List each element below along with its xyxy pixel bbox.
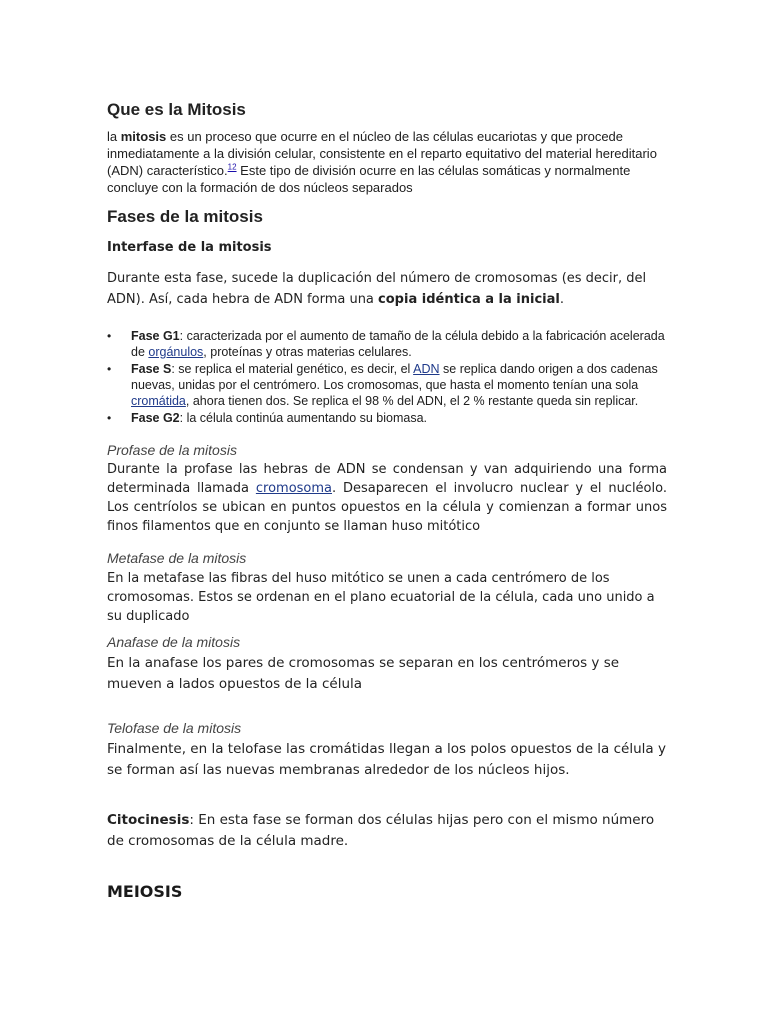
profase-heading: Profase de la mitosis — [107, 442, 237, 458]
interfase-bold: copia idéntica a la inicial — [378, 292, 560, 307]
phase-label: Fase S — [131, 362, 172, 376]
interfase-heading: Interfase de la mitosis — [107, 240, 272, 255]
organulos-link[interactable]: orgánulos — [148, 345, 204, 359]
profase-paragraph — [107, 460, 667, 536]
anafase-heading: Anafase de la mitosis — [107, 634, 241, 650]
citocinesis-paragraph — [107, 810, 667, 852]
interfase-paragraph — [107, 268, 667, 310]
intro-text: es un proceso que ocurre en el núcleo de las células eucariotas y que procede inmediatamente a la división celular, consistente en el reparto equitativo del material hereditario (ADN) característico. — [107, 129, 657, 178]
bullet-icon: • — [107, 411, 112, 425]
phase-text-post: , ahora tienen dos. Se replica el 98 % del ADN, el 2 % restante queda sin replicar. — [185, 394, 639, 408]
cromatida-link[interactable]: cromátida — [131, 394, 186, 408]
interfase-end: . — [559, 292, 565, 307]
telofase-paragraph: Finalmente, en la telofase las cromátidas llegan a los polos opuestos de la célula y se forman así las nuevas membranas alrededor de los núcleos hijos. — [107, 741, 666, 778]
phase-text: : la célula continúa aumentando su biomasa. — [179, 411, 428, 425]
cromosoma-link[interactable]: cromosoma — [255, 481, 333, 496]
list-item-g1 — [107, 328, 667, 360]
intro-paragraph — [107, 128, 667, 196]
phase-text-mid: se replica dando origen a dos cadenas nuevas, unidas por el centrómero. Los cromosomas, que hasta el momento tenían una sola — [131, 362, 658, 392]
fases-heading: Fases de la mitosis — [107, 207, 263, 226]
page-title: Que es la Mitosis — [107, 100, 246, 119]
telofase-heading: Telofase de la mitosis — [107, 720, 242, 736]
bullet-icon: • — [107, 362, 112, 376]
anafase-paragraph: En la anafase los pares de cromosomas se separan en los centrómeros y se mueven a lados opuestos de la célula — [107, 655, 620, 692]
adn-link[interactable]: ADN — [413, 362, 440, 376]
phase-label: Fase G2 — [131, 411, 180, 425]
citocinesis-label: Citocinesis — [107, 812, 190, 828]
list-item-s — [107, 361, 667, 409]
intro-text-2: Este tipo de división ocurre en las células somáticas y normalmente concluye con la formación de dos núcleos separados — [107, 163, 631, 195]
phase-label: Fase G1 — [131, 329, 180, 343]
citocinesis-text: : En esta fase se forman dos células hijas pero con el mismo número de cromosomas de la célula madre. — [107, 812, 655, 849]
list-item-g2 — [107, 410, 667, 426]
meiosis-heading: MEIOSIS — [107, 882, 183, 901]
profase-text: Durante la profase las hebras de ADN se condensan y van adquiriendo una forma determinada llamada — [107, 462, 667, 496]
metafase-heading: Metafase de la mitosis — [107, 550, 247, 566]
intro-mitosis-bold: mitosis — [120, 129, 167, 144]
interfase-text: Durante esta fase, sucede la duplicación del número de cromosomas (es decir, del ADN). Así, cada hebra de ADN forma una — [107, 271, 647, 307]
citation-link[interactable]: 12 — [227, 162, 237, 172]
profase-text-post: . Desaparecen el involucro nuclear y el nucléolo. Los centríolos se ubican en puntos opuestos en la célula y comienzan a formar unos finos filamentos que en conjunto se llaman huso mitótico — [107, 481, 667, 534]
phase-text: : caracterizada por el aumento de tamaño de la célula debido a la fabricación acelerada de — [131, 329, 665, 359]
metafase-paragraph: En la metafase las fibras del huso mitótico se unen a cada centrómero de los cromosomas. Estos se ordenan en el plano ecuatorial de la célula, cada uno unido a su duplicado — [107, 571, 655, 624]
phase-text-post: , proteínas y otras materias celulares. — [203, 345, 412, 359]
intro-word-la: la — [107, 129, 118, 144]
phase-text: : se replica el material genético, es decir, el — [171, 362, 411, 376]
phases-list — [107, 328, 667, 427]
bullet-icon: • — [107, 329, 112, 343]
